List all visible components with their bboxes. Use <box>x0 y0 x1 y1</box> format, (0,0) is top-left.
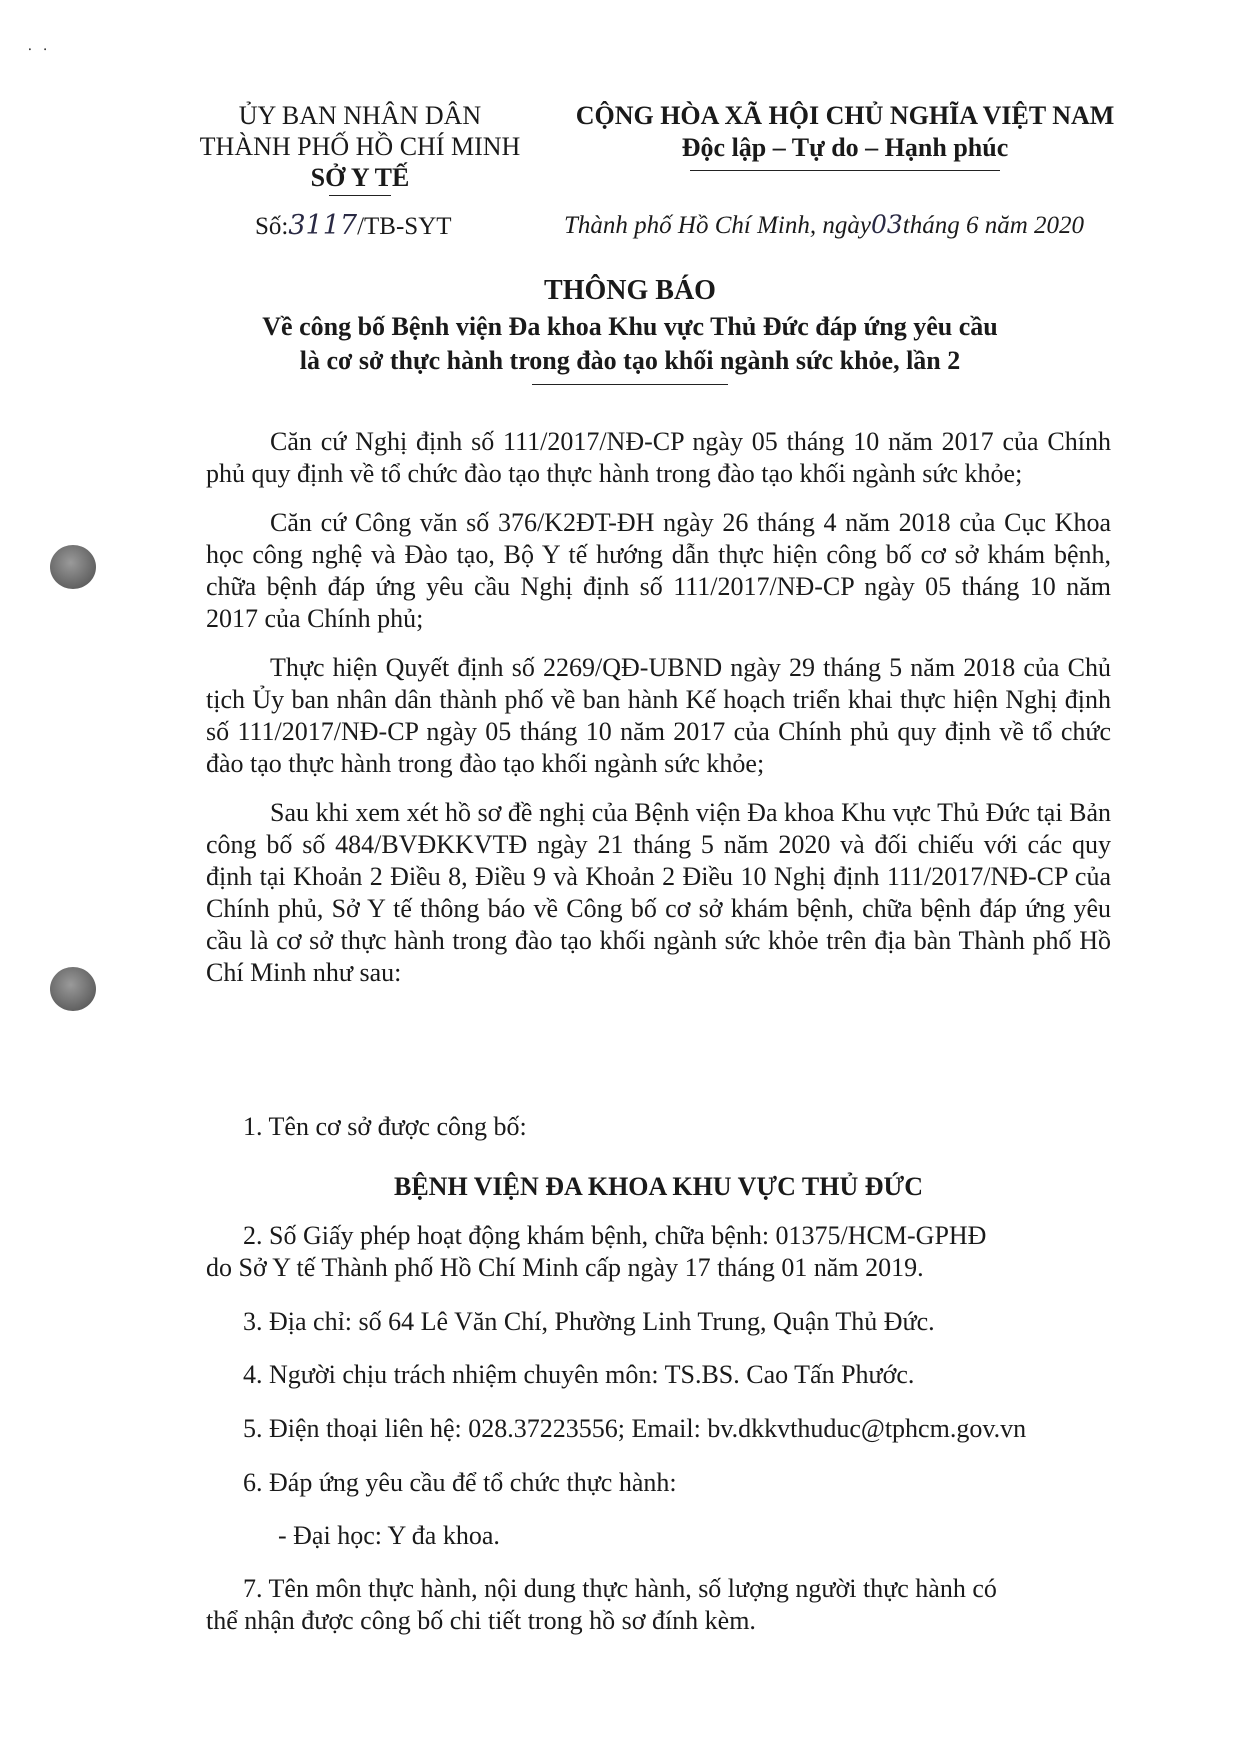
item-2-line-2: do Sở Y tế Thành phố Hồ Chí Minh cấp ngày 17 tháng 01 năm 2019. <box>206 1253 924 1282</box>
motto: Độc lập – Tự do – Hạnh phúc <box>681 133 1009 162</box>
agency-line-2: THÀNH PHỐ HỒ CHÍ MINH <box>199 132 521 161</box>
body-paragraphs <box>206 426 1111 1006</box>
issuing-agency <box>190 100 530 196</box>
item-1: 1. Tên cơ sở được công bố: <box>243 1112 527 1141</box>
agency-underline <box>329 195 391 196</box>
item-5: 5. Điện thoại liên hệ: 028.37223556; Email: bv.dkkvthuduc@tphcm.gov.vn <box>243 1414 1027 1443</box>
date-day-handwritten: 03 <box>870 210 903 239</box>
item-6: 6. Đáp ứng yêu cầu để tổ chức thực hành: <box>243 1468 677 1497</box>
paragraph-legal-basis-1: Căn cứ Nghị định số 111/2017/NĐ-CP ngày 05 tháng 10 năm 2017 của Chính phủ quy định về tổ chức đào tạo thực hành trong đào tạo khối ngành sức khỏe; <box>206 427 1111 488</box>
punch-hole-top <box>50 545 96 589</box>
notice-title <box>180 274 1080 385</box>
number-handwritten: 3117 <box>288 210 358 241</box>
paragraph-review: Sau khi xem xét hồ sơ đề nghị của Bệnh viện Đa khoa Khu vực Thủ Đức tại Bản công bố số 484/BVĐKKVTĐ ngày 21 tháng 5 năm 2020 và đối chiếu với các quy định tại Khoản 2 Điều 8, Điều 9 và Khoản 2 Điều 10 Nghị định 111/2017/NĐ-CP của Chính phủ, Sở Y tế thông báo về Công bố cơ sở khám bệnh, chữa bệnh đáp ứng yêu cầu là cơ sở thực hành trong đào tạo khối ngành sức khỏe trên địa bàn Thành phố Hồ Chí Minh như sau: <box>206 798 1111 987</box>
item-7-line-1: 7. Tên môn thực hành, nội dung thực hành, số lượng người thực hành có <box>243 1574 997 1603</box>
date-prefix: Thành phố Hồ Chí Minh, ngày <box>564 212 871 239</box>
subject-line-2: là cơ sở thực hành trong đào tạo khối ngành sức khỏe, lần 2 <box>299 346 961 375</box>
document-date <box>564 210 1084 240</box>
hospital-name: BỆNH VIỆN ĐA KHOA KHU VỰC THỦ ĐỨC <box>394 1172 923 1201</box>
motto-underline <box>690 170 1000 171</box>
number-suffix: /TB-SYT <box>357 213 452 240</box>
punch-hole-bottom <box>50 967 96 1011</box>
agency-line-1: ỦY BAN NHÂN DÂN <box>238 101 482 130</box>
item-3: 3. Địa chỉ: số 64 Lê Văn Chí, Phường Linh Trung, Quận Thủ Đức. <box>243 1307 935 1336</box>
republic-title: CỘNG HÒA XÃ HỘI CHỦ NGHĨA VIỆT NAM <box>575 101 1115 130</box>
agency-line-3: SỞ Y TẾ <box>310 163 410 192</box>
document-number <box>255 210 452 241</box>
date-suffix: tháng 6 năm 2020 <box>902 212 1085 239</box>
item-7-line-2: thể nhận được công bố chi tiết trong hồ sơ đính kèm. <box>206 1606 756 1635</box>
subject-line-1: Về công bố Bệnh viện Đa khoa Khu vực Thủ Đức đáp ứng yêu cầu <box>262 312 998 341</box>
paragraph-legal-basis-2: Căn cứ Công văn số 376/K2ĐT-ĐH ngày 26 tháng 4 năm 2018 của Cục Khoa học công nghệ và Đào tạo, Bộ Y tế hướng dẫn thực hiện công bố cơ sở khám bệnh, chữa bệnh đáp ứng yêu cầu Nghị định số 111/2017/NĐ-CP ngày 05 tháng 10 năm 2017 của Chính phủ; <box>206 508 1111 633</box>
notice-heading: THÔNG BÁO <box>544 275 716 306</box>
national-header <box>555 100 1135 171</box>
item-6-sub: - Đại học: Y đa khoa. <box>278 1521 500 1550</box>
paragraph-legal-basis-3: Thực hiện Quyết định số 2269/QĐ-UBND ngày 29 tháng 5 năm 2018 của Chủ tịch Ủy ban nhân dân thành phố về ban hành Kế hoạch triển khai thực hiện Nghị định số 111/2017/NĐ-CP ngày 05 tháng 10 năm 2017 của Chính phủ quy định về tổ chức đào tạo thực hành trong đào tạo khối ngành sức khỏe; <box>206 653 1111 778</box>
item-2-line-1: 2. Số Giấy phép hoạt động khám bệnh, chữa bệnh: 01375/HCM-GPHĐ <box>243 1221 987 1250</box>
scan-specks: ⸱ ⸱ <box>28 43 52 58</box>
number-prefix: Số: <box>255 213 289 240</box>
title-underline <box>532 384 728 385</box>
item-4: 4. Người chịu trách nhiệm chuyên môn: TS.BS. Cao Tấn Phước. <box>243 1360 915 1389</box>
